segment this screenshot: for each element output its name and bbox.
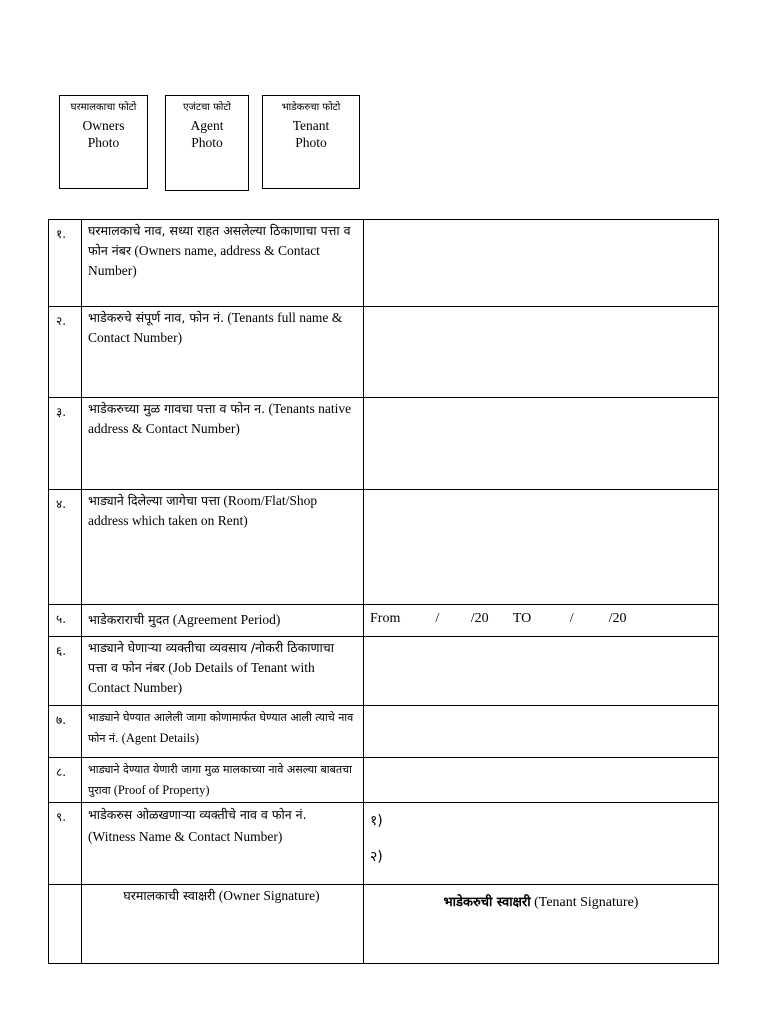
tenant-signature-field[interactable] xyxy=(364,885,719,964)
row-label-mr: भाडेकरुच्या मुळ गावचा पत्ता व फोन न. xyxy=(88,401,266,416)
row-number: ३. xyxy=(49,398,82,490)
row-label-en: (Tenants native address & Contact Number) xyxy=(88,401,352,436)
owner-details-field[interactable] xyxy=(364,220,719,307)
row-number: ५. xyxy=(49,605,82,637)
form-row-property-proof xyxy=(49,758,719,803)
row-number: ४. xyxy=(49,490,82,605)
row-number: ६. xyxy=(49,637,82,706)
row-label-mr: घरमालकाचे नाव, सध्या राहत असलेल्या ठिकाणाचा पत्ता व फोन नंबर xyxy=(88,223,351,258)
row-label-en: (Witness Name & Contact Number) xyxy=(88,829,283,844)
row-label xyxy=(82,637,364,706)
owner-signature-field[interactable] xyxy=(82,885,364,964)
row-label xyxy=(82,803,364,885)
row-number: ९. xyxy=(49,803,82,885)
row-label xyxy=(82,706,364,758)
agent-photo-box xyxy=(165,95,249,191)
rented-address-field[interactable] xyxy=(364,490,719,605)
tenant-signature-label-mr: भाडेकरुची स्वाक्षरी xyxy=(443,895,531,910)
owner-photo-label-mr: घरमालकाचा फोटो xyxy=(70,102,137,113)
witness-field[interactable] xyxy=(364,803,719,885)
form-row-tenant-details xyxy=(49,307,719,398)
row-label-mr: भाडेकरुस ओळखणाऱ्या व्यक्तीचे नाव व फोन नं. xyxy=(88,807,307,822)
row-label-en: (Job Details of Tenant with Contact Number) xyxy=(88,660,315,695)
row-number-empty xyxy=(49,885,82,964)
owner-photo-box xyxy=(59,95,148,189)
form-row-job-details xyxy=(49,637,719,706)
property-proof-field[interactable] xyxy=(364,758,719,803)
form-row-signatures xyxy=(49,885,719,964)
row-label xyxy=(82,307,364,398)
owner-signature-label-en: (Owner Signature) xyxy=(218,888,320,903)
row-label-mr: भाडेकरुचे संपूर्ण नाव, फोन नं. xyxy=(88,310,225,325)
form-row-agreement-period xyxy=(49,605,719,637)
form-row-witness xyxy=(49,803,719,885)
witness-2-label: २) xyxy=(370,849,383,865)
row-label-en: (Agreement Period) xyxy=(172,612,281,627)
row-label-en: (Agent Details) xyxy=(121,731,200,745)
row-label-mr: भाड्याने घेण्यात आलेली जागा कोणामार्फत घेण्यात आली त्याचे नाव फोन नं. xyxy=(88,711,354,745)
row-number: ८. xyxy=(49,758,82,803)
owner-signature-label-mr: घरमालकाची स्वाक्षरी xyxy=(123,888,216,903)
row-label-mr: भाड्याने देण्यात येणारी जागा मुळ मालकाच्या नावे असल्या बाबतचा पुरावा xyxy=(88,763,352,797)
tenant-details-field[interactable] xyxy=(364,307,719,398)
owner-photo-label-line2: Photo xyxy=(87,135,120,150)
row-label-mr: भाड्याने दिलेल्या जागेचा पत्ता xyxy=(88,493,220,508)
owner-photo-label-line1: Owners xyxy=(82,118,125,133)
agent-photo-label-line1: Agent xyxy=(190,118,224,133)
tenant-photo-label-mr: भाडेकरुचा फोटो xyxy=(281,102,341,113)
witness-1-label: १) xyxy=(370,813,383,829)
form-row-native-address xyxy=(49,398,719,490)
form-row-rented-address xyxy=(49,490,719,605)
tenant-signature-label-en: (Tenant Signature) xyxy=(534,895,639,910)
agreement-period-field[interactable]: From / /20 TO / /20 xyxy=(364,605,719,637)
row-label-mr: भाड्याने घेणाऱ्या व्यक्तीचा व्यवसाय /नोकरी ठिकाणाचा पत्ता व फोन नंबर xyxy=(88,640,334,675)
form-row-agent-details xyxy=(49,706,719,758)
tenant-photo-label-line2: Photo xyxy=(295,135,327,150)
row-label xyxy=(82,758,364,803)
row-label xyxy=(82,398,364,490)
row-label-en: (Tenants full name & Contact Number) xyxy=(88,310,343,345)
row-number: १. xyxy=(49,220,82,307)
agent-photo-label-mr: एजंटचा फोटो xyxy=(182,102,232,113)
row-number: ७. xyxy=(49,706,82,758)
agent-photo-label-line2: Photo xyxy=(191,135,223,150)
row-label-en: (Owners name, address & Contact Number) xyxy=(88,243,320,278)
row-label-en: (Proof of Property) xyxy=(113,783,210,797)
row-label xyxy=(82,220,364,307)
row-number: २. xyxy=(49,307,82,398)
form-row-owner-details xyxy=(49,220,719,307)
job-details-field[interactable] xyxy=(364,637,719,706)
row-label-mr: भाडेकराराची मुदत xyxy=(88,612,170,627)
tenant-photo-label-line1: Tenant xyxy=(292,118,330,133)
row-label xyxy=(82,605,364,637)
row-label xyxy=(82,490,364,605)
tenant-photo-box xyxy=(262,95,360,189)
row-label-en: (Room/Flat/Shop address which taken on Rent) xyxy=(88,493,318,528)
agent-details-field[interactable] xyxy=(364,706,719,758)
native-address-field[interactable] xyxy=(364,398,719,490)
agreement-form-table xyxy=(48,219,719,964)
